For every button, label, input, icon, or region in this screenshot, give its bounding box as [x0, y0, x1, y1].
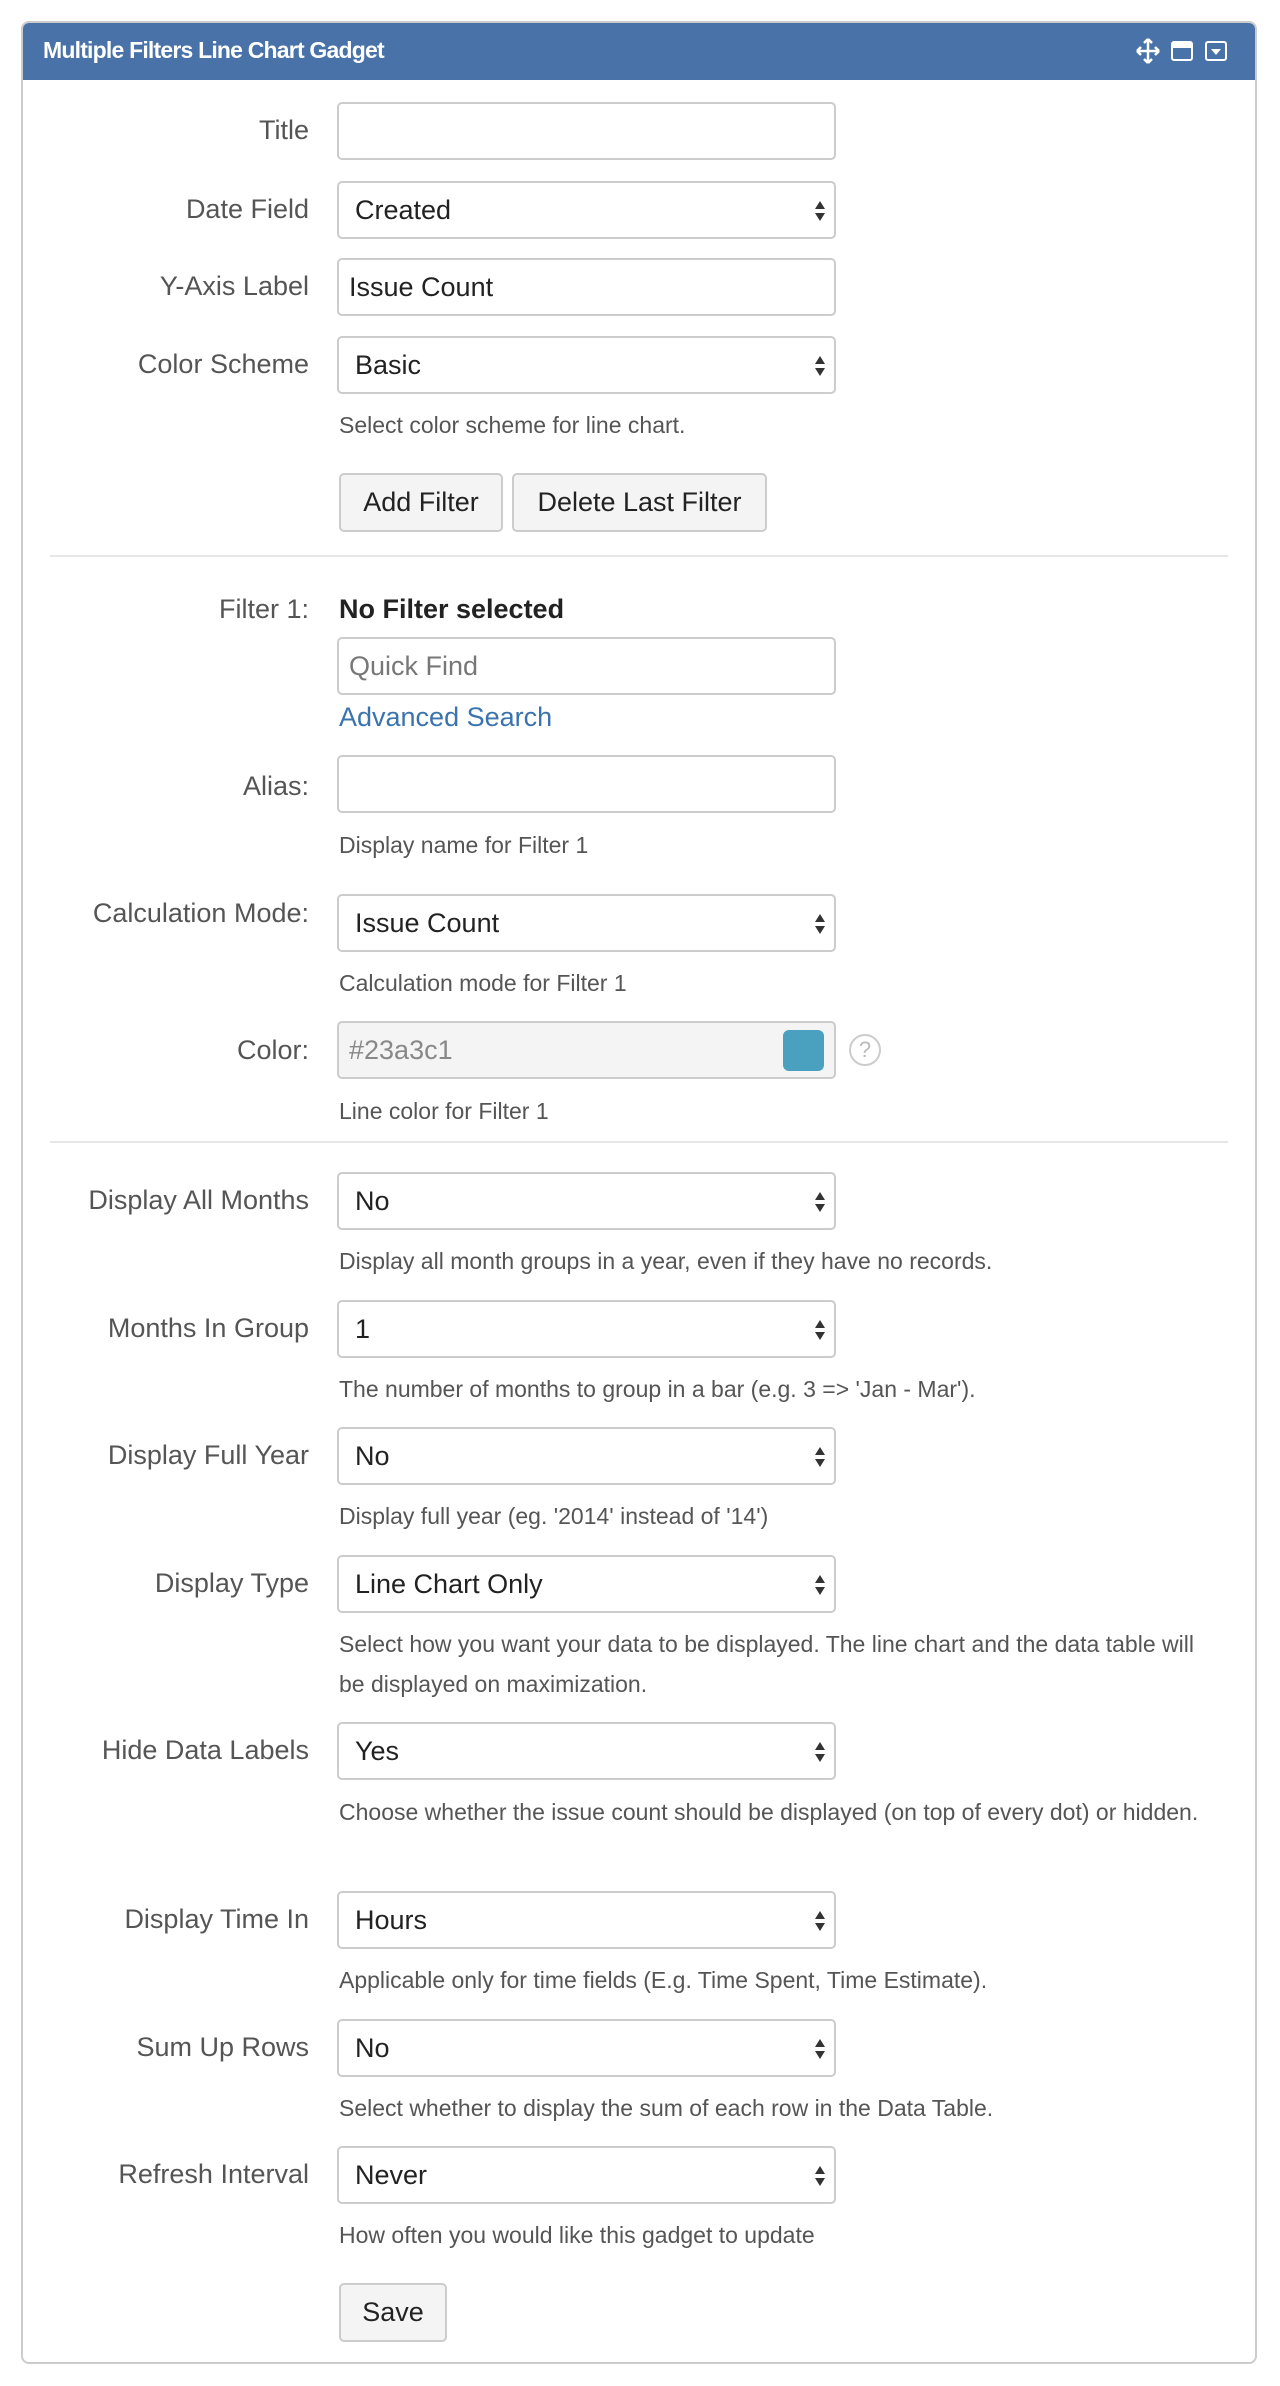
display-type-help: Select how you want your data to be displayed. The line chart and the data table will be displayed on maximization. [339, 1631, 1194, 1697]
months-in-group-help: The number of months to group in a bar (e.g. 3 => 'Jan - Mar'). [339, 1376, 976, 1402]
select-value: Yes [355, 1735, 400, 1766]
gadget-title: Multiple Filters Line Chart Gadget [43, 37, 384, 63]
color-scheme-select[interactable] [337, 336, 836, 394]
sum-up-rows-help: Select whether to display the sum of each row in the Data Table. [339, 2095, 994, 2121]
months-in-group-label: Months In Group [107, 1313, 309, 1343]
select-arrows-icon [814, 354, 826, 378]
filter-1-label: Filter 1: [218, 594, 309, 624]
display-all-months-help: Display all month groups in a year, even if they have no records. [339, 1248, 993, 1274]
filter-1-selection: No Filter selected [339, 594, 565, 624]
delete-last-filter-button[interactable]: Delete Last Filter [512, 473, 767, 532]
select-value: No [355, 1440, 390, 1471]
alias-input[interactable] [337, 755, 836, 813]
select-value: 1 [355, 1313, 371, 1344]
gadget-form [21, 0, 1257, 2386]
display-type-select[interactable] [337, 1555, 836, 1613]
help-question-icon[interactable]: ? [849, 1034, 881, 1066]
select-value: Line Chart Only [355, 1568, 543, 1599]
select-arrows-icon [814, 1909, 826, 1933]
divider [50, 555, 1228, 557]
alias-label: Alias: [242, 771, 309, 801]
select-arrows-icon [814, 912, 826, 936]
months-in-group-select[interactable] [337, 1300, 836, 1358]
hide-data-labels-label: Hide Data Labels [101, 1735, 309, 1765]
y-axis-label-label: Y-Axis Label [159, 271, 309, 301]
select-arrows-icon [814, 2164, 826, 2188]
select-arrows-icon [814, 199, 826, 223]
display-type-label: Display Type [154, 1568, 309, 1598]
color-scheme-label: Color Scheme [137, 349, 309, 379]
add-filter-button[interactable]: Add Filter [339, 473, 503, 532]
display-time-in-help: Applicable only for time fields (E.g. Time Spent, Time Estimate). [339, 1967, 988, 1993]
display-full-year-select[interactable] [337, 1427, 836, 1485]
calculation-mode-label: Calculation Mode: [92, 898, 309, 928]
color-swatch[interactable] [783, 1030, 824, 1071]
select-arrows-icon [814, 1445, 826, 1469]
divider [50, 1141, 1228, 1143]
color-help: Line color for Filter 1 [339, 1098, 549, 1124]
advanced-search-link[interactable]: Advanced Search [339, 702, 553, 732]
title-input[interactable] [337, 102, 836, 160]
color-input[interactable] [337, 1021, 836, 1079]
date-field-label: Date Field [185, 194, 309, 224]
color-label: Color: [236, 1035, 309, 1065]
select-value: No [355, 1185, 390, 1216]
refresh-interval-select[interactable] [337, 2146, 836, 2204]
display-time-in-label: Display Time In [124, 1904, 309, 1934]
display-full-year-label: Display Full Year [107, 1440, 309, 1470]
color-scheme-value: Basic [355, 349, 422, 380]
display-time-in-select[interactable] [337, 1891, 836, 1949]
date-field-value: Created [355, 194, 452, 225]
quick-find-input[interactable]: Quick Find [337, 637, 836, 695]
select-arrows-icon [814, 2037, 826, 2061]
calculation-mode-value: Issue Count [355, 907, 500, 938]
select-arrows-icon [814, 1573, 826, 1597]
calculation-mode-select[interactable] [337, 894, 836, 952]
hide-data-labels-select[interactable] [337, 1722, 836, 1780]
select-value: Never [355, 2159, 428, 2190]
sum-up-rows-select[interactable] [337, 2019, 836, 2077]
calculation-mode-help: Calculation mode for Filter 1 [339, 970, 627, 996]
sum-up-rows-label: Sum Up Rows [136, 2032, 309, 2062]
select-arrows-icon [814, 1740, 826, 1764]
display-all-months-label: Display All Months [88, 1185, 309, 1215]
hide-data-labels-help: Choose whether the issue count should be displayed (on top of every dot) or hidden. [339, 1799, 1199, 1825]
refresh-interval-help: How often you would like this gadget to update [339, 2222, 815, 2248]
select-arrows-icon [814, 1318, 826, 1342]
color-value: #23a3c1 [349, 1034, 453, 1065]
y-axis-label-input[interactable]: Issue Count [337, 258, 836, 316]
date-field-select[interactable] [337, 181, 836, 239]
refresh-interval-label: Refresh Interval [118, 2159, 309, 2189]
title-label: Title [258, 115, 309, 145]
save-button[interactable]: Save [339, 2283, 447, 2342]
select-arrows-icon [814, 1190, 826, 1214]
display-full-year-help: Display full year (eg. '2014' instead of '14') [339, 1503, 769, 1529]
display-all-months-select[interactable] [337, 1172, 836, 1230]
select-value: No [355, 2032, 390, 2063]
alias-help: Display name for Filter 1 [339, 832, 589, 858]
color-scheme-help: Select color scheme for line chart. [339, 412, 686, 438]
select-value: Hours [355, 1904, 428, 1935]
